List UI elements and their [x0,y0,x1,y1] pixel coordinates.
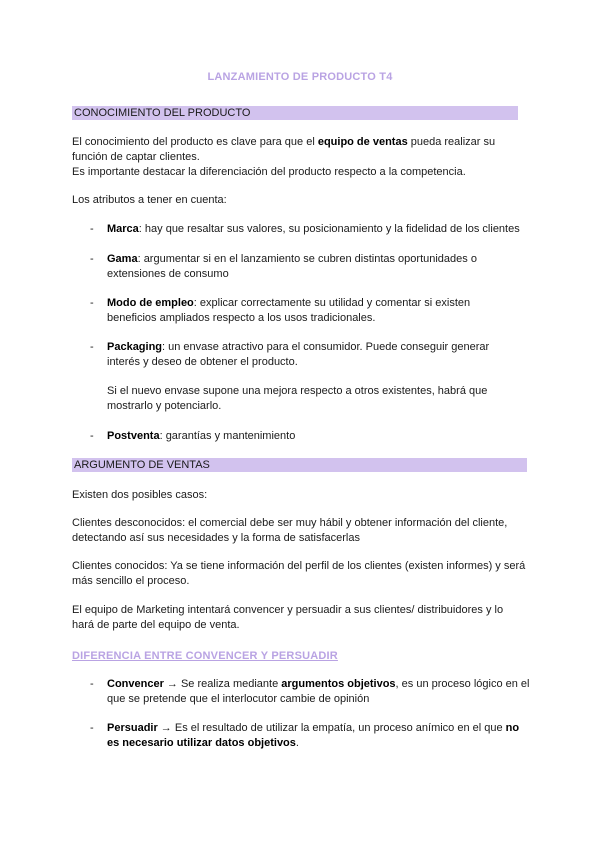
list-item-gama: - Gama: argumentar si en el lanzamiento se cubren distintas oportunidades o extensiones de consumo [90,253,477,280]
packaging-extra-note: Si el nuevo envase supone una mejora respecto a otros existentes, habrá que mostrarlo y potenciarlo. [107,385,488,412]
paragraph-casos: Existen dos posibles casos: [72,489,208,501]
list-dash: - [90,253,94,265]
list-item-postventa: - Postventa: garantías y mantenimiento [90,430,296,442]
list-item-marca: - Marca: hay que resaltar sus valores, su posicionamiento y la fidelidad de los clientes [90,223,520,235]
list-dash: - [90,430,94,442]
list-item-modo-empleo: - Modo de empleo: explicar correctamente su utilidad y comentar si existen beneficios ampliados respecto a los usos tradicionales. [90,297,471,324]
list-dash: - [90,223,94,235]
list-item-packaging: - Packaging: un envase atractivo para el consumidor. Puede conseguir generar interés y deseo de obtener el producto. [90,341,490,368]
list-dash: - [90,341,94,353]
section-heading-argumento: ARGUMENTO DE VENTAS [72,458,527,472]
paragraph-attributes-intro: Los atributos a tener en cuenta: [72,194,227,206]
section-heading-conocimiento: CONOCIMIENTO DEL PRODUCTO [72,106,518,120]
paragraph-clientes-desconocidos: Clientes desconocidos: el comercial debe ser muy hábil y obtener información del cliente, detectando así sus necesidades y la forma de satisfacerlas [72,517,508,544]
document-title: LANZAMIENTO DE PRODUCTO T4 [207,71,393,83]
list-dash: - [90,678,94,690]
paragraph-marketing: El equipo de Marketing intentará convencer y persuadir a sus clientes/ distribuidores y lo hará de parte del equipo de venta. [72,604,504,631]
list-dash: - [90,297,94,309]
paragraph-equipo-ventas: El conocimiento del producto es clave para que el equipo de ventas pueda realizar su función de captar clientes. Es importante destacar la diferenciación del producto respecto a la competencia. [72,136,496,178]
list-item-persuadir: - Persuadir → Es el resultado de utilizar la empatía, un proceso anímico en el que no es necesario utilizar datos objetivos. [90,722,520,749]
paragraph-clientes-conocidos: Clientes conocidos: Ya se tiene información del perfil de los clientes (existen informes) y será más sencillo el proceso. [72,560,526,587]
subheading-diferencia: DIFERENCIA ENTRE CONVENCER Y PERSUADIR [72,650,338,662]
list-dash: - [90,722,94,734]
list-item-convencer: - Convencer → Se realiza mediante argumentos objetivos, es un proceso lógico en el que se pretende que el interlocutor cambie de opinión [90,678,530,705]
